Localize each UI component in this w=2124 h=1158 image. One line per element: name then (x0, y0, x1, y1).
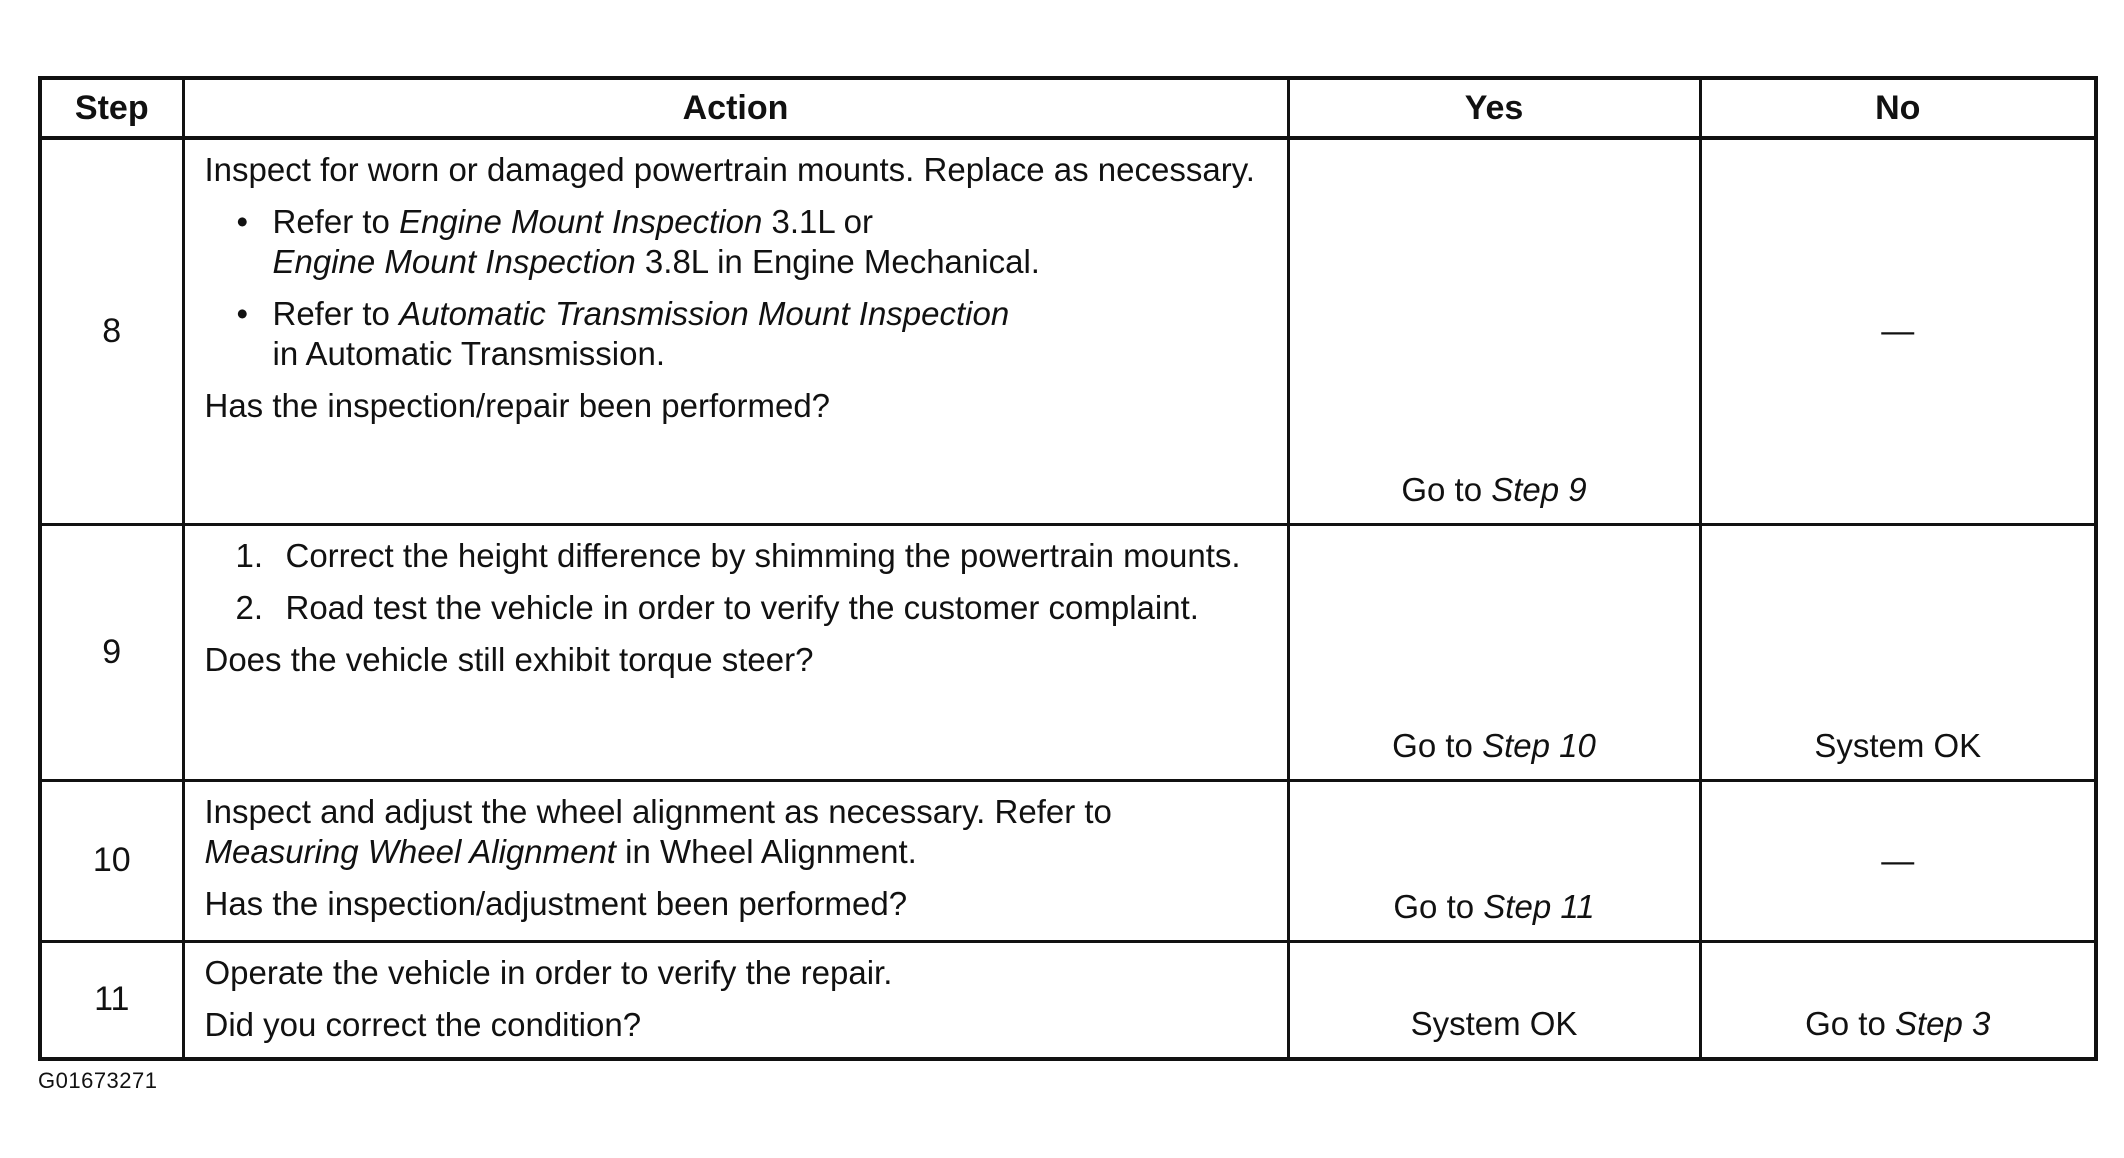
diagnostic-table (38, 76, 2098, 1061)
action-question: Does the vehicle still exhibit torque steer? (204, 640, 814, 678)
action-question: Did you correct the condition? (204, 1005, 642, 1043)
step-number: 11 (40, 941, 183, 1059)
list-item (205, 294, 1267, 374)
action-question: Has the inspection/repair been performed? (204, 387, 831, 424)
no-cell: — (1700, 138, 2096, 524)
yes-cell: System OK (1288, 941, 1700, 1059)
goto-text: Go to (1401, 470, 1492, 508)
table-row (40, 524, 2096, 780)
action-text: Refer to (272, 203, 400, 240)
table-row (40, 138, 2096, 524)
action-cell (183, 138, 1288, 524)
goto-text: Go to (1805, 1004, 1895, 1042)
yes-cell (1288, 524, 1700, 780)
reference-title: Measuring Wheel Alignment (204, 832, 616, 870)
action-text: Inspect for worn or damaged powertrain mounts. Replace as necessary. (204, 151, 1255, 188)
reference-title: Automatic Transmission Mount Inspection (399, 295, 1010, 332)
step-number: 8 (40, 138, 183, 524)
yes-cell (1288, 780, 1700, 941)
item-number: 2. (235, 588, 264, 626)
goto-text: Go to (1392, 726, 1483, 764)
action-text: Correct the height difference by shimming the powertrain mounts. (285, 536, 1241, 574)
reference-title: Engine Mount Inspection (399, 203, 763, 240)
action-text: Road test the vehicle in order to verify the customer complaint. (285, 588, 1199, 626)
step-link: Step 10 (1482, 726, 1596, 764)
action-cell (183, 941, 1288, 1059)
reference-title: Engine Mount Inspection (272, 243, 636, 280)
action-text: in Wheel Alignment. (615, 832, 917, 870)
list-item (205, 588, 1267, 628)
table-row (40, 780, 2096, 941)
action-text: Refer to (272, 295, 400, 332)
action-text: 3.1L or (762, 203, 873, 240)
list-item (205, 202, 1267, 282)
step-link: Step 9 (1491, 470, 1587, 508)
step-link: Step 3 (1894, 1004, 1991, 1042)
bullet-mark: • (236, 295, 249, 332)
header-yes: Yes (1288, 78, 1700, 138)
header-action: Action (183, 78, 1288, 138)
figure-id: G01673271 (38, 1068, 158, 1093)
table-header-row (40, 78, 2096, 138)
bullet-mark: • (236, 203, 249, 240)
action-text: 3.8L in Engine Mechanical. (635, 243, 1040, 280)
step-link: Step 11 (1483, 887, 1595, 925)
action-text: in Automatic Transmission. (272, 335, 665, 372)
action-cell (183, 780, 1288, 941)
action-text: Inspect and adjust the wheel alignment as necessary. Refer to (204, 792, 1112, 830)
yes-cell (1288, 138, 1700, 524)
step-number: 9 (40, 524, 183, 780)
list-item (205, 536, 1267, 576)
step-number: 10 (40, 780, 183, 941)
action-question: Has the inspection/adjustment been performed? (204, 884, 908, 922)
header-no: No (1700, 78, 2096, 138)
goto-text: Go to (1393, 887, 1484, 925)
no-cell: — (1700, 780, 2096, 941)
table-row (40, 941, 2096, 1059)
no-cell: System OK (1700, 524, 2096, 780)
item-number: 1. (235, 536, 264, 574)
no-cell (1700, 941, 2096, 1059)
action-text-block (205, 792, 1267, 872)
action-cell (183, 524, 1288, 780)
header-step: Step (40, 78, 183, 138)
action-text: Operate the vehicle in order to verify the repair. (204, 953, 893, 991)
